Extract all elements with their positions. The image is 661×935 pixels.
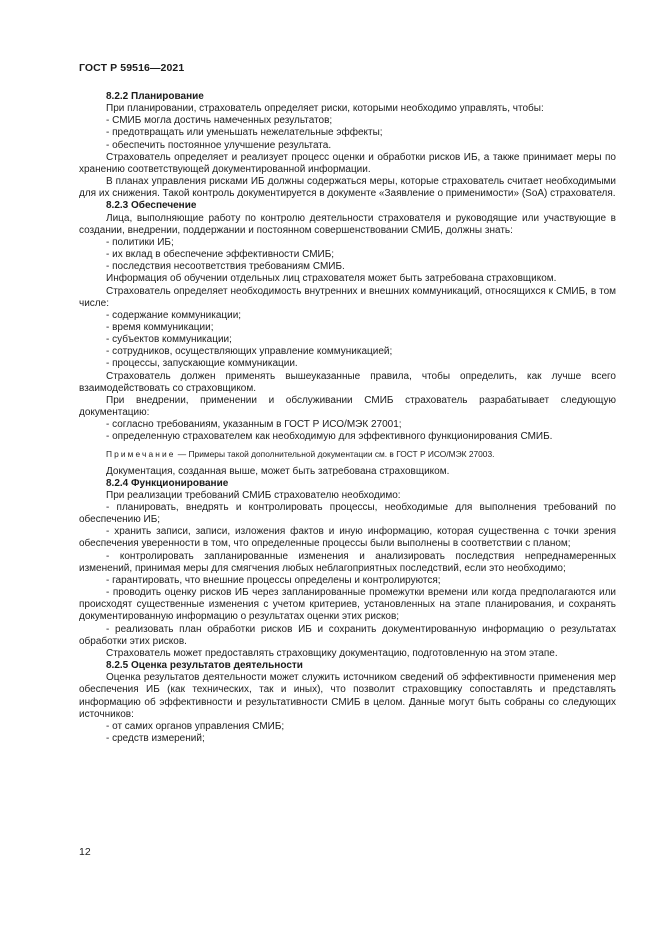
list-item: - средств измерений; (106, 732, 205, 744)
list-item: - определенную страхователем как необходимую для эффективного функционирования СМИБ. (106, 431, 553, 443)
paragraph: Страхователь определяет и реализует процесс оценки и обработки рисков ИБ, а также принимает меры по хранению соответствующей документированной информации. (79, 151, 616, 175)
list-item: - последствия несоответствия требованиям СМИБ. (106, 261, 345, 273)
list-item: - контролировать запланированные изменения и анализировать последствия непреднамеренных изменений, принимая меры для смягчения любых неблагоприятных последствий, если это необходимо; (79, 550, 616, 574)
list-item: - хранить записи, записи, изложения фактов и иную информацию, которая существенна с точки зрения обеспечения уверенности в том, что определенные процессы были выполнены в соответствии с планом; (79, 526, 616, 550)
list-item: - сотрудников, осуществляющих управление коммуникацией; (106, 346, 393, 358)
paragraph: Страхователь определяет необходимость внутренних и внешних коммуникаций, относящихся к СМИБ, в том числе: (79, 285, 616, 309)
section-heading: 8.2.4 Функционирование (106, 477, 229, 489)
paragraph: Страхователь может предоставлять страховщику документацию, подготовленную на этом этапе. (106, 647, 558, 659)
list-item: - обеспечить постоянное улучшение результата. (106, 139, 332, 151)
list-item: - их вклад в обеспечение эффективности СМИБ; (106, 249, 335, 261)
list-item: - реализовать план обработки рисков ИБ и сохранить документированную информацию о результатах обработки этих рисков. (79, 623, 616, 647)
list-item: - проводить оценку рисков ИБ через запланированные промежутки времени или когда предполагаются или происходят существенные изменения с учетом критериев, установленных на этапе планирования, и сохранять документированную информацию о результатах оценки этих рисков; (79, 587, 616, 623)
paragraph: Документация, созданная выше, может быть затребована страховщиком. (106, 465, 450, 477)
list-item: - содержание коммуникации; (106, 309, 242, 321)
list-item: - планировать, внедрять и контролировать процессы, необходимые для выполнения требований по обеспечению ИБ; (79, 502, 616, 526)
paragraph: Страхователь должен применять вышеуказанные правила, чтобы определить, как лучше всего взаимодействовать со страховщиком. (79, 370, 616, 394)
list-item: - согласно требованиям, указанным в ГОСТ Р ИСО/МЭК 27001; (106, 419, 402, 431)
list-item: - СМИБ могла достичь намеченных результатов; (106, 115, 333, 127)
list-item: - время коммуникации; (106, 321, 214, 333)
note (79, 449, 616, 460)
paragraph: При реализации требований СМИБ страхователю необходимо: (106, 489, 401, 501)
list-item: - гарантировать, что внешние процессы определены и контролируются; (106, 574, 441, 586)
paragraph: Информация об обучении отдельных лиц страхователя может быть затребована страховщиком. (106, 273, 557, 285)
list-item: - политики ИБ; (106, 236, 174, 248)
list-item: - предотвращать или уменьшать нежелательные эффекты; (106, 127, 383, 139)
section-heading: 8.2.2 Планирование (106, 91, 204, 102)
note-label: Примечание (106, 448, 176, 459)
paragraph: Оценка результатов деятельности может служить источником сведений об эффективности применения мер обеспечения ИБ (как технических, так и иных), что позволит страховщику сопоставлять и представлять информацию об эффективности и результативности СМИБ в целом. Данные могут быть собраны со следующих источников: (79, 672, 616, 720)
section-heading: 8.2.3 Обеспечение (106, 200, 197, 212)
list-item: - субъектов коммуникации; (106, 334, 232, 346)
paragraph: При внедрении, применении и обслуживании СМИБ страхователь разрабатывает следующую документацию: (79, 394, 616, 419)
body-text (79, 91, 616, 745)
section-heading: 8.2.5 Оценка результатов деятельности (106, 660, 303, 672)
list-item: - от самих органов управления СМИБ; (106, 720, 285, 732)
note-text: — Примеры такой дополнительной документации см. в ГОСТ Р ИСО/МЭК 27003. (175, 448, 495, 459)
paragraph: Лица, выполняющие работу по контролю деятельности страхователя и руководящие или участвующие в создании, внедрении, поддержании и постоянном совершенствовании СМИБ, должны знать: (79, 212, 616, 236)
paragraph: При планировании, страхователь определяет риски, которыми необходимо управлять, чтобы: (106, 103, 544, 115)
paragraph: В планах управления рисками ИБ должны содержаться меры, которые страхователь считает необходимыми для их снижения. Такой контроль документируется в документе «Заявление о применимости» (SoA) страхователя. (79, 176, 616, 200)
standard-code: ГОСТ Р 59516—2021 (79, 62, 185, 74)
page-number: 12 (79, 846, 91, 858)
list-item: - процессы, запускающие коммуникации. (106, 358, 298, 370)
